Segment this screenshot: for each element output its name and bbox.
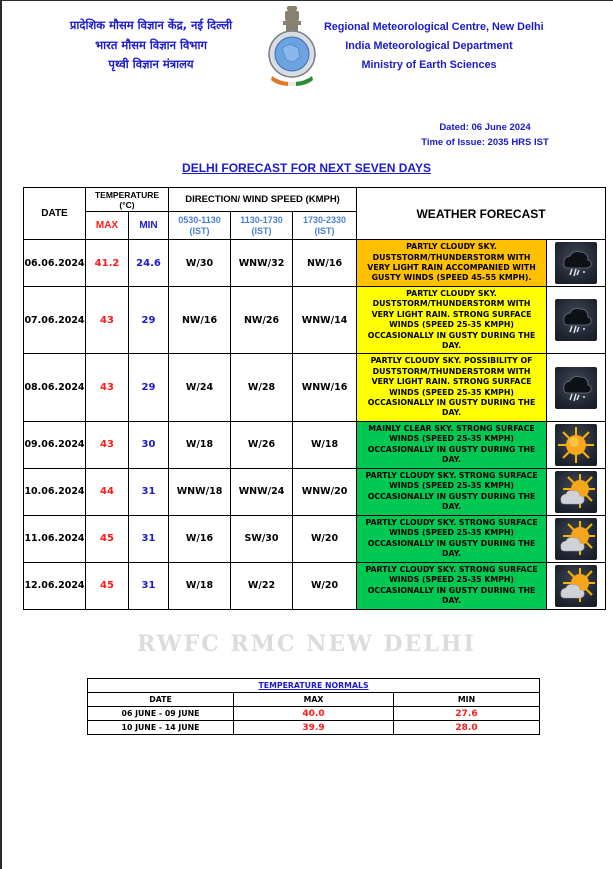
header-temperature-unit: (°C): [119, 199, 135, 210]
row-forecast-text: MAINLY CLEAR SKY. STRONG SURFACE WINDS (SPEED 25-35 KMPH) OCCASIONALLY IN GUSTY DURING THE DAY.: [357, 421, 547, 468]
normals-max: 39.9: [234, 721, 394, 735]
row-min-temp: 30: [129, 421, 169, 468]
partly-cloudy-icon: [555, 518, 597, 560]
page-border-top: [0, 0, 613, 1]
hindi-line-dept: भारत मौसम विज्ञान विभाग: [95, 37, 207, 52]
row-max-temp: 41.2: [86, 240, 129, 287]
row-max-temp: 44: [86, 468, 129, 515]
row-weather-icon-cell: [547, 515, 606, 562]
english-line-org: Regional Meteorological Centre, New Delhi: [324, 21, 544, 33]
row-wind-slot-3: W/20: [293, 515, 357, 562]
header-min: MIN: [129, 212, 169, 240]
row-wind-slot-1: W/16: [169, 515, 231, 562]
row-weather-icon-cell: [547, 468, 606, 515]
temperature-normals-table: [87, 678, 540, 735]
thunderstorm-icon: [555, 367, 597, 409]
row-min-temp: 31: [129, 468, 169, 515]
row-wind-slot-2: W/28: [231, 354, 293, 421]
row-wind-slot-2: W/26: [231, 421, 293, 468]
english-line-ministry: Ministry of Earth Sciences: [361, 59, 497, 71]
row-wind-slot-3: W/18: [293, 421, 357, 468]
watermark: RWFC RMC NEW DELHI: [137, 631, 476, 657]
row-wind-slot-2: WNW/24: [231, 468, 293, 515]
row-weather-icon-cell: [547, 354, 606, 421]
row-date: 09.06.2024: [24, 421, 86, 468]
header-date: DATE: [24, 188, 86, 240]
normals-header-date: DATE: [88, 693, 234, 707]
english-header: [324, 18, 544, 75]
dated-text: Dated: 06 June 2024: [439, 122, 531, 133]
row-min-temp: 24.6: [129, 240, 169, 287]
header-weather-forecast: WEATHER FORECAST: [357, 188, 606, 240]
partly-cloudy-icon: [555, 565, 597, 607]
row-forecast-text: PARTLY CLOUDY SKY. STRONG SURFACE WINDS (SPEED 25-35 KMPH) OCCASIONALLY IN GUSTY DURING THE DAY.: [357, 468, 547, 515]
english-line-dept: India Meteorological Department: [345, 40, 513, 52]
time-of-issue-text: Time of Issue: 2035 HRS IST: [421, 137, 549, 148]
slot-3-suffix: (IST): [314, 225, 335, 236]
row-min-temp: 29: [129, 287, 169, 354]
partly-cloudy-icon: [555, 471, 597, 513]
forecast-table: [23, 187, 606, 610]
row-max-temp: 45: [86, 562, 129, 609]
imd-emblem-icon: [266, 2, 318, 92]
hindi-line-org: प्रादेशिक मौसम विज्ञान केंद्र, नई दिल्ली: [69, 18, 233, 32]
row-wind-slot-1: WNW/18: [169, 468, 231, 515]
row-wind-slot-1: W/30: [169, 240, 231, 287]
slot-3-range: 1730-2330: [303, 214, 347, 225]
row-wind-slot-1: W/18: [169, 421, 231, 468]
slot-1-suffix: (IST): [189, 225, 210, 236]
row-wind-slot-3: WNW/14: [293, 287, 357, 354]
hindi-line-ministry: पृथ्वी विज्ञान मंत्रालय: [108, 57, 194, 71]
row-wind-slot-1: NW/16: [169, 287, 231, 354]
row-date: 12.06.2024: [24, 562, 86, 609]
normals-date: 10 JUNE - 14 JUNE: [88, 721, 234, 735]
page-title: DELHI FORECAST FOR NEXT SEVEN DAYS: [182, 161, 431, 175]
row-forecast-text: PARTLY CLOUDY SKY. DUSTSTORM/THUNDERSTORM WITH VERY LIGHT RAIN. STRONG SURFACE WINDS (SPEED 25-35 KMPH) OCCASIONALLY IN GUSTY DURING THE DAY.: [357, 287, 547, 354]
row-date: 08.06.2024: [24, 354, 86, 421]
normals-min: 27.6: [394, 707, 540, 721]
header-temperature: [86, 188, 169, 212]
row-weather-icon-cell: [547, 421, 606, 468]
normals-min: 28.0: [394, 721, 540, 735]
slot-2-suffix: (IST): [251, 225, 272, 236]
row-wind-slot-3: WNW/20: [293, 468, 357, 515]
sun-icon: [555, 424, 597, 466]
row-min-temp: 31: [129, 562, 169, 609]
normals-row: [88, 707, 540, 721]
row-min-temp: 29: [129, 354, 169, 421]
row-forecast-text: PARTLY CLOUDY SKY. DUSTSTORM/THUNDERSTORM WITH VERY LIGHT RAIN ACCOMPANIED WITH GUSTY WINDS (SPEED 45-55 KMPH).: [357, 240, 547, 287]
normals-row: [88, 721, 540, 735]
forecast-row: [24, 515, 606, 562]
row-wind-slot-1: W/24: [169, 354, 231, 421]
normals-title: TEMPERATURE NORMALS: [88, 679, 540, 693]
forecast-row: [24, 562, 606, 609]
row-forecast-text: PARTLY CLOUDY SKY. STRONG SURFACE WINDS (SPEED 25-35 KMPH) OCCASIONALLY IN GUSTY DURING THE DAY.: [357, 515, 547, 562]
header-wind: DIRECTION/ WIND SPEED (KMPH): [169, 188, 357, 212]
row-wind-slot-2: W/22: [231, 562, 293, 609]
row-date: 11.06.2024: [24, 515, 86, 562]
row-weather-icon-cell: [547, 562, 606, 609]
forecast-row: [24, 240, 606, 287]
thunderstorm-icon: [555, 242, 597, 284]
row-date: 06.06.2024: [24, 240, 86, 287]
row-wind-slot-1: W/18: [169, 562, 231, 609]
row-date: 10.06.2024: [24, 468, 86, 515]
forecast-rows: [24, 240, 606, 610]
page-border-left: [0, 0, 2, 869]
normals-header-max: MAX: [234, 693, 394, 707]
header-temperature-label: TEMPERATURE: [94, 189, 160, 200]
header-slot-1: [169, 212, 231, 240]
slot-2-range: 1130-1730: [240, 214, 283, 225]
normals-date: 06 JUNE - 09 JUNE: [88, 707, 234, 721]
issue-info: [400, 120, 570, 150]
row-weather-icon-cell: [547, 240, 606, 287]
row-wind-slot-3: NW/16: [293, 240, 357, 287]
row-max-temp: 43: [86, 421, 129, 468]
row-wind-slot-3: W/20: [293, 562, 357, 609]
row-wind-slot-2: SW/30: [231, 515, 293, 562]
slot-1-range: 0530-1130: [178, 214, 221, 225]
row-weather-icon-cell: [547, 287, 606, 354]
row-date: 07.06.2024: [24, 287, 86, 354]
forecast-row: [24, 287, 606, 354]
forecast-row: [24, 468, 606, 515]
header-max: MAX: [86, 212, 129, 240]
thunderstorm-icon: [555, 299, 597, 341]
row-max-temp: 43: [86, 354, 129, 421]
forecast-row: [24, 421, 606, 468]
header-slot-2: [231, 212, 293, 240]
row-min-temp: 31: [129, 515, 169, 562]
row-forecast-text: PARTLY CLOUDY SKY. POSSIBILITY OF DUSTSTORM/THUNDERSTORM WITH VERY LIGHT RAIN. STRONG SURFACE WINDS (SPEED 25-35 KMPH) OCCASIONALLY IN GUSTY DURING THE DAY.: [357, 354, 547, 421]
header-slot-3: [293, 212, 357, 240]
row-max-temp: 45: [86, 515, 129, 562]
row-wind-slot-2: WNW/32: [231, 240, 293, 287]
row-wind-slot-2: NW/26: [231, 287, 293, 354]
forecast-row: [24, 354, 606, 421]
hindi-header: [40, 16, 262, 75]
row-forecast-text: PARTLY CLOUDY SKY. STRONG SURFACE WINDS (SPEED 25-35 KMPH) OCCASIONALLY IN GUSTY DURING THE DAY.: [357, 562, 547, 609]
normals-max: 40.0: [234, 707, 394, 721]
normals-header-min: MIN: [394, 693, 540, 707]
row-max-temp: 43: [86, 287, 129, 354]
row-wind-slot-3: WNW/16: [293, 354, 357, 421]
